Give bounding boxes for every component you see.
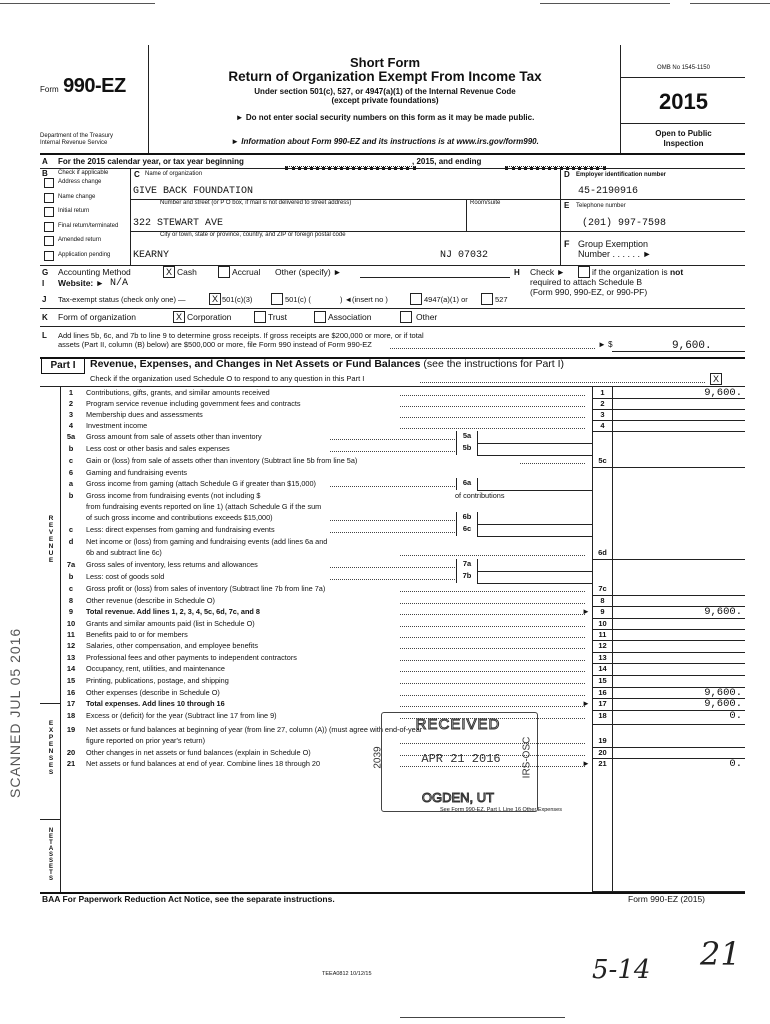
- line-text: Contributions, gifts, grants, and similar amounts received: [86, 388, 270, 397]
- line-text: Occupancy, rent, utilities, and maintenance: [86, 664, 225, 673]
- line-box-label: 5c: [598, 456, 607, 465]
- line-arrow: ►: [582, 607, 590, 616]
- phone-caption: Telephone number: [576, 203, 626, 209]
- line-amount[interactable]: 9,600.: [704, 698, 742, 710]
- 4947-checkbox[interactable]: [410, 293, 422, 305]
- corporation-checkbox[interactable]: X: [173, 311, 185, 323]
- line-l-label: L: [42, 331, 47, 340]
- line-text: Gross income from gaming (attach Schedule G if greater than $15,000): [86, 479, 316, 488]
- form-subtitle-2: (except private foundations): [331, 96, 439, 105]
- line-text: Other revenue (describe in Schedule O): [86, 596, 215, 605]
- inner-amount-field[interactable]: [477, 444, 592, 454]
- leader-dots: [400, 614, 585, 615]
- line-number: 19: [66, 725, 76, 734]
- org-name-caption: Name of organization: [145, 171, 203, 177]
- line-number: 9: [68, 607, 74, 616]
- association-checkbox[interactable]: [314, 311, 326, 323]
- instructions-link: ► Information about Form 990-EZ and its instructions is at www.irs.gov/form990.: [231, 137, 539, 146]
- line-text: Net assets or fund balances at beginning of year (from line 27, column (A)) (must agree with end-of-year: [86, 725, 423, 734]
- part-i-tag: Part I: [41, 358, 85, 374]
- leader-dots: [330, 532, 455, 533]
- leader-dots: [400, 555, 585, 556]
- line-box-rule: [592, 431, 745, 432]
- phone-value[interactable]: (201) 997-7598: [582, 218, 667, 229]
- line-text: Salaries, other compensation, and employee benefits: [86, 641, 258, 650]
- leader-dots: [330, 567, 455, 568]
- line-text: Other changes in net assets or fund balances (explain in Schedule O): [86, 748, 311, 757]
- inner-amount-field[interactable]: [477, 560, 592, 570]
- line-k-label: K: [42, 313, 48, 322]
- line-box-rule: [592, 747, 745, 748]
- line-text: Gross profit or (loss) from sales of inventory (Subtract line 7b from line 7a): [86, 584, 326, 593]
- trust-label: Trust: [268, 312, 288, 322]
- revenue-side-label: R E V E N U E: [48, 515, 54, 564]
- b-checkbox[interactable]: [44, 236, 54, 246]
- gross-receipts-value[interactable]: 9,600.: [672, 340, 712, 352]
- line-number: 3: [68, 410, 74, 419]
- form-prefix: Form: [40, 85, 59, 94]
- line-number: 5a: [66, 432, 76, 441]
- line-box-label: 20: [598, 748, 607, 757]
- ein-caption: Employer identification number: [576, 172, 667, 178]
- association-label: Association: [328, 312, 372, 322]
- line-box-label: 8: [600, 596, 605, 605]
- b-checkbox-label: Initial return: [58, 208, 90, 214]
- leader-dots: [400, 671, 585, 672]
- handwritten-mark: 21: [700, 935, 741, 973]
- line-number: 15: [66, 676, 76, 685]
- inner-box-rule: [477, 583, 592, 584]
- corporation-label: Corporation: [187, 312, 232, 322]
- line-number: 21: [66, 759, 76, 768]
- line-box-label: 10: [598, 619, 607, 628]
- line-box-rule: [592, 420, 745, 421]
- room-caption: Room/suite: [470, 200, 501, 206]
- trust-checkbox[interactable]: [254, 311, 266, 323]
- part-i-title-main: Revenue, Expenses, and Changes in Net Assets or Fund Balances: [90, 358, 421, 370]
- section-d-label: D: [564, 170, 570, 179]
- form-id: [40, 75, 126, 98]
- line-box-label: 7c: [598, 584, 607, 593]
- line-l-arrow: ► $: [598, 340, 613, 349]
- open-public-2: Inspection: [663, 139, 704, 148]
- b-checkbox-label: Address change: [58, 179, 102, 185]
- line-number: 7a: [66, 560, 76, 569]
- line-text: Excess or (deficit) for the year (Subtract line 17 from line 9): [86, 711, 277, 720]
- line-text: Investment income: [86, 421, 148, 430]
- org-name[interactable]: GIVE BACK FOUNDATION: [133, 186, 254, 197]
- line-text: Gross sales of inventory, less returns and allowances: [86, 560, 258, 569]
- line-text: 6b and subtract line 6c): [86, 548, 162, 557]
- line-box-label: 2: [600, 399, 605, 408]
- inner-box-label: 7a: [456, 559, 478, 571]
- inner-amount-field[interactable]: [477, 432, 592, 442]
- line-number: 14: [66, 664, 76, 673]
- line-number: c: [68, 525, 74, 534]
- 527-checkbox[interactable]: [481, 293, 493, 305]
- stamp-right-code: IRS-OSC: [521, 736, 533, 779]
- part-i-title: [90, 360, 564, 369]
- see-statement-note: See Form 990-EZ, Part I, Line 16 Other Expenses: [440, 807, 562, 813]
- line-h-line2: required to attach Schedule B: [530, 277, 642, 287]
- section-e-label: E: [564, 201, 570, 210]
- dept-line1: Department of the Treasury: [40, 133, 114, 139]
- line-box-label: 4: [600, 421, 605, 430]
- leader-dots: [400, 695, 585, 696]
- line-box-rule: [592, 640, 745, 641]
- schedule-o-checkbox[interactable]: X: [710, 373, 722, 385]
- line-h-line3: (Form 990, 990-EZ, or 990-PF): [530, 287, 648, 297]
- b-checkbox[interactable]: [44, 222, 54, 232]
- 501c-checkbox[interactable]: [271, 293, 283, 305]
- received-stamp: [372, 712, 536, 810]
- line-box-label: 1: [600, 388, 605, 397]
- line-number: 6: [68, 468, 74, 477]
- line-box-label: 14: [598, 664, 607, 673]
- 501c3-checkbox[interactable]: X: [209, 293, 221, 305]
- received-city: OGDEN, UT: [421, 790, 495, 805]
- line-number: 20: [66, 748, 76, 757]
- line-box-label: 17: [598, 699, 607, 708]
- line-amount[interactable]: 9,600.: [704, 606, 742, 618]
- b-checkbox-label: Amended return: [58, 237, 102, 243]
- ein-value[interactable]: 45-2190916: [578, 186, 639, 197]
- form-ref: Form 990-EZ (2015): [628, 894, 705, 904]
- tax-year: 2015: [659, 89, 708, 114]
- line-amount[interactable]: 9,600.: [704, 687, 742, 699]
- line-text: Total expenses. Add lines 10 through 16: [86, 699, 225, 708]
- b-checkbox[interactable]: [44, 178, 54, 188]
- b-checkbox-label: Name change: [58, 193, 96, 200]
- dept-line2: Internal Revenue Service: [40, 140, 108, 146]
- line-text: Less: cost of goods sold: [86, 572, 165, 581]
- line-text: from fundraising events reported on line 1) (attach Schedule G if the sum: [86, 502, 322, 511]
- line-box-label: 16: [598, 688, 607, 697]
- line-text: Benefits paid to or for members: [86, 630, 188, 639]
- 527-label: 527: [495, 295, 508, 304]
- section-c-label: C: [134, 170, 140, 179]
- leader-dots: [330, 520, 455, 521]
- leader-dots: [400, 406, 585, 407]
- line-number: 2: [68, 399, 74, 408]
- line-number: c: [68, 584, 74, 593]
- leader-dots: [400, 637, 585, 638]
- line-text: Less: direct expenses from gaming and fundraising events: [86, 525, 275, 534]
- section-f-label: F: [564, 239, 570, 249]
- line-box-label: 15: [598, 676, 607, 685]
- section-b-label: B: [42, 169, 48, 178]
- leader-dots: [330, 486, 455, 487]
- line-l-text-2: assets (Part II, column (B) below) are $500,000 or more, file Form 990 instead of Form 990-EZ: [58, 340, 372, 349]
- line-box-rule: [592, 559, 745, 560]
- line-number: 18: [66, 711, 76, 720]
- line-number: d: [68, 537, 74, 546]
- line-text: of such gross income and contributions exceeds $15,000): [86, 513, 273, 522]
- accounting-method-label: Accounting Method: [58, 267, 131, 277]
- org-city[interactable]: KEARNY: [133, 250, 170, 261]
- line-box-rule: [592, 724, 745, 725]
- inner-amount-field[interactable]: [477, 525, 592, 535]
- line-text: Less cost or other basis and sales expenses: [86, 444, 230, 453]
- line-text: Membership dues and assessments: [86, 410, 203, 419]
- line-box-label: 18: [598, 711, 607, 720]
- line-box-label: 3: [600, 410, 605, 419]
- inner-box-rule: [477, 455, 592, 456]
- inner-box-label: 5b: [456, 443, 478, 455]
- street-caption: Number and street (or P O box, if mail is not delivered to street address): [160, 200, 352, 206]
- b-checkbox[interactable]: [44, 251, 54, 261]
- group-exemption-caption: Group Exemption: [578, 239, 649, 249]
- expenses-side-label: E X P E N S E S: [48, 720, 54, 776]
- line-i-label: I: [42, 279, 45, 288]
- short-form: Short Form: [349, 55, 421, 70]
- line-text: Program service revenue including government fees and contracts: [86, 399, 301, 408]
- line-text: Gain or (loss) from sale of assets other than inventory (Subtract line 5b from line 5a): [86, 456, 358, 465]
- received-text: RECEIVED: [415, 716, 501, 733]
- leader-dots: [330, 439, 455, 440]
- leader-dots: [400, 683, 585, 684]
- line-text: Gross income from fundraising events (not including $: [86, 491, 261, 500]
- 4947-label: 4947(a)(1) or: [424, 295, 468, 304]
- city-caption: City or town, state or province, country, and ZIP or foreign postal code: [160, 232, 346, 238]
- line-a-mid: , 2015, and ending: [412, 157, 482, 166]
- open-public-1: Open to Public: [655, 129, 712, 138]
- schedule-o-check-text: Check if the organization used Schedule O to respond to any question in this Part I: [90, 374, 365, 383]
- line-j-label: J: [42, 295, 47, 304]
- line-box-rule: [592, 629, 745, 630]
- line-text: Net assets or fund balances at end of year. Combine lines 18 through 20: [86, 759, 321, 768]
- net-assets-side-label: N E T A S S E T S: [48, 828, 54, 882]
- line-h-check: Check ►: [530, 267, 565, 277]
- part-i-title-suffix: (see the instructions for Part I): [423, 358, 565, 370]
- line-box-label: 19: [598, 736, 607, 745]
- line-box-label: 9: [600, 607, 605, 616]
- scanned-side-stamp: SCANNED JUL 05 2016: [7, 627, 23, 798]
- section-b-title: Check if applicable: [58, 170, 109, 176]
- line-g-label: G: [42, 268, 49, 277]
- line-text: Other expenses (describe in Schedule O): [86, 688, 220, 697]
- line-number: 8: [68, 596, 74, 605]
- line-text: Gaming and fundraising events: [86, 468, 188, 477]
- insert-no-label: ) ◄(insert no ): [340, 295, 388, 304]
- cash-label: Cash: [177, 267, 197, 277]
- ssn-warning: ► Do not enter social security numbers on this form as it may be made public.: [235, 113, 535, 122]
- line-h-text-main: if the organization is: [592, 267, 668, 277]
- leader-dots: [330, 451, 455, 452]
- leader-dots: [400, 603, 585, 604]
- line-text: Printing, publications, postage, and shipping: [86, 676, 229, 685]
- handwritten-note: 5-14: [592, 955, 651, 985]
- line-box-rule: [592, 409, 745, 410]
- line-number: 1: [68, 388, 74, 397]
- line-box-rule: [592, 398, 745, 399]
- line-text: Gross amount from sale of assets other than inventory: [86, 432, 262, 441]
- line-text-tail: of contributions: [455, 491, 505, 500]
- line-amount[interactable]: 0.: [729, 710, 742, 722]
- leader-dots: [400, 648, 585, 649]
- omb-number: OMB No 1545-1150: [657, 65, 710, 71]
- accrual-checkbox[interactable]: [218, 266, 230, 278]
- inner-box-rule: [477, 536, 592, 537]
- form-title: Return of Organization Exempt From Income Tax: [228, 69, 542, 84]
- line-text: Net income or (loss) from gaming and fundraising events (add lines 6a and: [86, 537, 328, 546]
- line-box-rule: [592, 595, 745, 596]
- leader-dots: [400, 417, 585, 418]
- b-checkbox[interactable]: [44, 193, 54, 203]
- line-box-rule: [592, 663, 745, 664]
- software-code: TEEA0812 10/12/15: [322, 971, 372, 977]
- line-text: figure reported on prior year's return): [86, 736, 206, 745]
- 501c3-label: 501(c)(3): [222, 295, 253, 304]
- line-number: 4: [68, 421, 74, 430]
- other-org-checkbox[interactable]: [400, 311, 412, 323]
- leader-dots: [400, 395, 585, 396]
- other-method-label: Other (specify) ►: [275, 267, 342, 277]
- line-box-rule: [592, 652, 745, 653]
- org-street[interactable]: 322 STEWART AVE: [133, 218, 224, 229]
- leader-dots: [520, 463, 585, 464]
- group-exemption-number: Number . . . . . . ►: [578, 249, 652, 259]
- line-number: 12: [66, 641, 76, 650]
- inner-box-label: 6a: [456, 478, 478, 490]
- line-a-text: For the 2015 calendar year, or tax year beginning: [58, 157, 244, 166]
- line-number: 10: [66, 619, 76, 628]
- line-box-label: 11: [598, 630, 607, 639]
- line-amount[interactable]: 0.: [729, 758, 742, 770]
- line-box-label: 21: [598, 759, 607, 768]
- inner-amount-field[interactable]: [477, 479, 592, 489]
- cash-checkbox[interactable]: X: [163, 266, 175, 278]
- line-amount[interactable]: 9,600.: [704, 387, 742, 399]
- line-box-rule: [592, 467, 745, 468]
- inner-box-label: 5a: [456, 431, 478, 443]
- leader-dots: [400, 660, 585, 661]
- form-header: [40, 45, 745, 155]
- line-h-label: H: [514, 268, 520, 277]
- inner-box-label: 6b: [456, 512, 478, 524]
- line-text: Professional fees and other payments to independent contractors: [86, 653, 297, 662]
- line-box-rule: [592, 618, 745, 619]
- stamp-left-code: 2039: [372, 746, 384, 769]
- b-checkbox-label: Application pending: [58, 251, 111, 258]
- inner-amount-field[interactable]: [477, 572, 592, 582]
- accrual-label: Accrual: [232, 267, 261, 277]
- line-h-text: [592, 268, 683, 277]
- line-arrow: ►: [582, 699, 590, 708]
- inner-amount-field[interactable]: [477, 513, 592, 523]
- line-text: Grants and similar amounts paid (list in Schedule O): [86, 619, 255, 628]
- baa-notice: BAA For Paperwork Reduction Act Notice, see the separate instructions.: [42, 894, 335, 904]
- line-h-not: not: [669, 267, 684, 277]
- line-number: b: [68, 491, 74, 500]
- line-number: b: [68, 572, 74, 581]
- received-date: APR 21 2016: [421, 752, 501, 766]
- line-box-label: 6d: [598, 548, 607, 557]
- b-checkbox-label: Final return/terminated: [58, 222, 119, 229]
- website-label: Website: ►: [58, 278, 105, 288]
- leader-dots: [330, 579, 455, 580]
- line-l-text-1: Add lines 5b, 6c, and 7b to line 9 to determine gross receipts. If gross receipts are $200,000 or more, or if total: [58, 331, 424, 340]
- form-number: 990-EZ: [63, 75, 126, 97]
- line-number: c: [68, 456, 74, 465]
- tax-exempt-label: Tax-exempt status (check only one) —: [58, 295, 186, 304]
- leader-dots: [400, 706, 585, 707]
- b-checkbox[interactable]: [44, 207, 54, 217]
- line-number: 11: [67, 630, 75, 639]
- leader-dots: [400, 626, 585, 627]
- line-a-label: A: [42, 157, 48, 166]
- line-number: 16: [66, 688, 76, 697]
- line-number: a: [68, 479, 74, 488]
- inner-box-label: 7b: [456, 571, 478, 583]
- line-number: 17: [66, 699, 76, 708]
- form-of-org-label: Form of organization: [58, 312, 136, 322]
- line-box-rule: [592, 675, 745, 676]
- line-text: Total revenue. Add lines 1, 2, 3, 4, 5c, 6d, 7c, and 8: [86, 607, 260, 616]
- line-box-label: 13: [598, 653, 607, 662]
- form-subtitle-1: Under section 501(c), 527, or 4947(a)(1) of the Internal Revenue Code: [254, 87, 516, 96]
- line-arrow: ►: [582, 759, 590, 768]
- website-value[interactable]: N/A: [110, 278, 129, 289]
- other-org-label: Other: [416, 312, 438, 322]
- line-number: b: [68, 444, 74, 453]
- inner-box-label: 6c: [456, 524, 478, 536]
- org-state-zip[interactable]: NJ 07032: [440, 250, 489, 261]
- line-box-label: 12: [598, 641, 607, 650]
- line-number: 13: [66, 653, 76, 662]
- leader-dots: [400, 591, 585, 592]
- 501c-label: 501(c) (: [285, 295, 311, 304]
- leader-dots: [400, 428, 585, 429]
